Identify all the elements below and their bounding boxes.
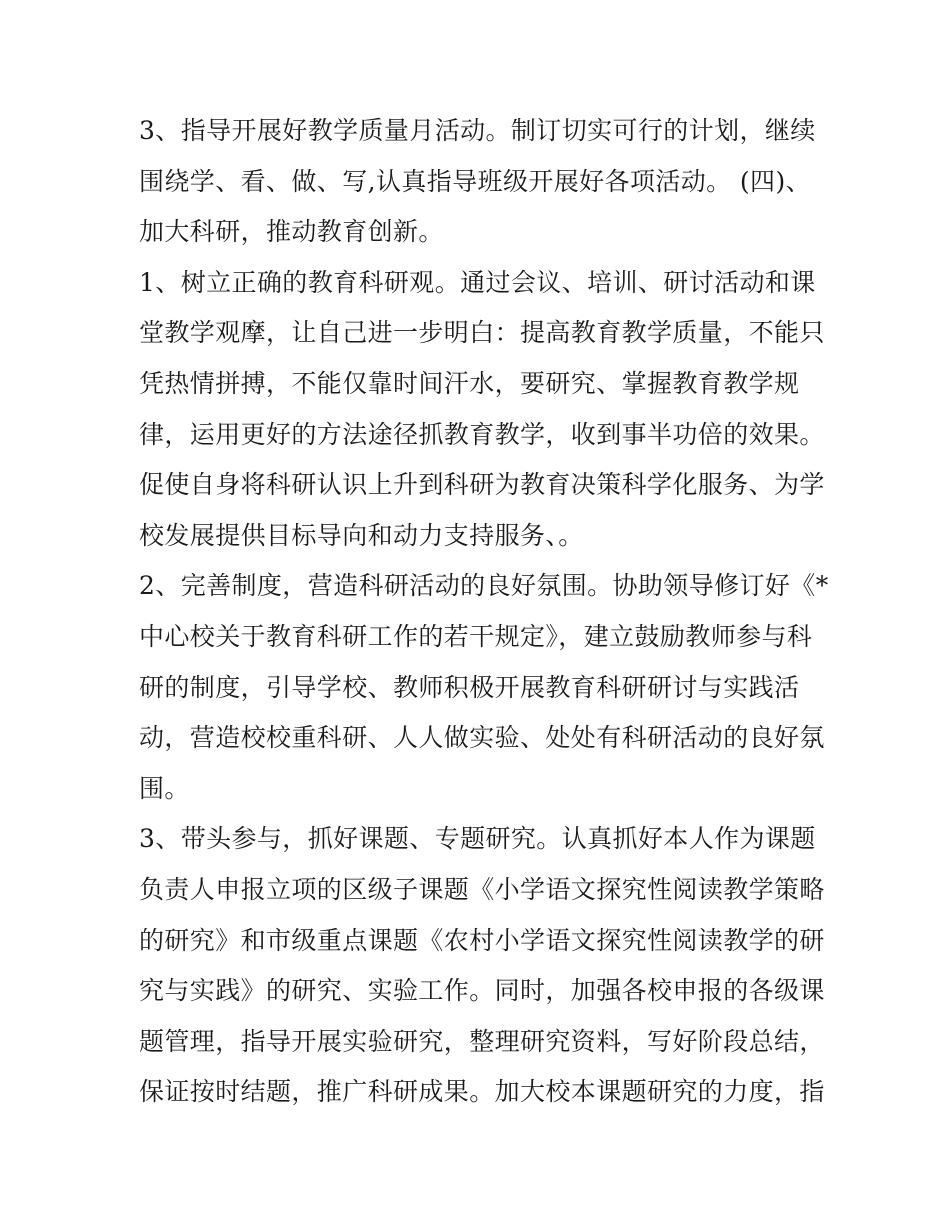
text-line: 3、带头参与，抓好课题、专题研究。认真抓好本人作为课题 xyxy=(139,824,816,854)
text-line: 负责人申报立项的区级子课题《小学语文探究性阅读教学策略 xyxy=(139,874,825,904)
text-line: 2、完善制度，营造科研活动的良好氛围。协助领导修订好《* xyxy=(139,571,829,601)
text-line: 究与实践》的研究、实验工作。同时，加强各校申报的各级课 xyxy=(139,976,825,1006)
text-line: 凭热情拼搏，不能仅靠时间汗水，要研究、掌握教育教学规 xyxy=(139,368,800,398)
text-line: 研的制度，引导学校、教师积极开展教育科研研讨与实践活 xyxy=(139,672,800,702)
text-line: 围绕学、看、做、写,认真指导班级开展好各项活动。 (四)、 xyxy=(139,166,812,196)
text-line: 题管理，指导开展实验研究，整理研究资料，写好阶段总结， xyxy=(139,1026,825,1056)
text-line: 中心校关于教育科研工作的若干规定》，建立鼓励教师参与科 xyxy=(139,621,813,651)
text-line: 促使自身将科研认识上升到科研为教育决策科学化服务、为学 xyxy=(139,470,825,500)
text-line: 1、树立正确的教育科研观。通过会议、培训、研讨活动和课 xyxy=(139,267,816,297)
document-body xyxy=(139,106,829,1118)
text-line: 的研究》和市级重点课题《农村小学语文探究性阅读教学的研 xyxy=(139,925,825,955)
text-line: 加大科研，推动教育创新。 xyxy=(139,217,444,247)
text-line: 围。 xyxy=(139,773,190,803)
text-line: 堂教学观摩，让自己进一步明白：提高教育教学质量，不能只 xyxy=(139,318,825,348)
text-line: 3、指导开展好教学质量月活动。制订切实可行的计划，继续 xyxy=(139,116,816,145)
text-line: 保证按时结题，推广科研成果。加大校本课题研究的力度，指 xyxy=(139,1077,825,1107)
text-line: 动，营造校校重科研、人人做实验、处处有科研活动的良好氛 xyxy=(139,723,825,753)
text-line: 律，运用更好的方法途径抓教育教学，收到事半功倍的效果。 xyxy=(139,419,825,449)
text-line: 校发展提供目标导向和动力支持服务、。 xyxy=(139,520,584,550)
